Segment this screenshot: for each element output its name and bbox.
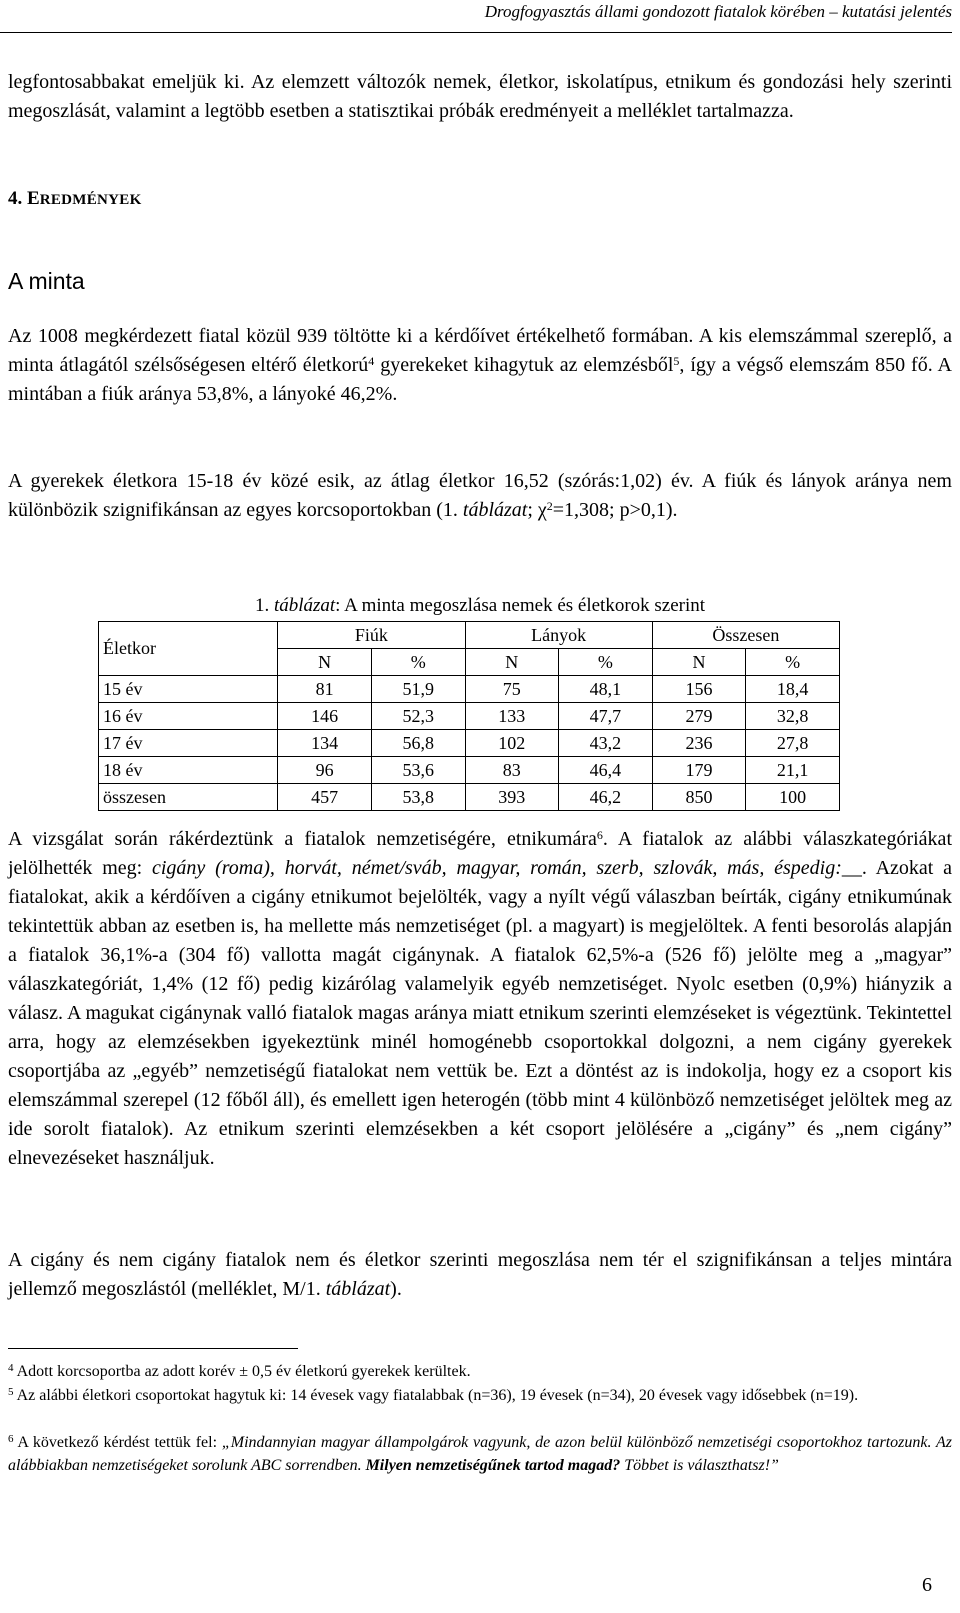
table-caption: 1. táblázat: A minta megoszlása nemek és életkorok szerint — [254, 595, 706, 616]
section-heading: 4. EREDMÉNYEK — [8, 188, 142, 209]
footnote-ref-6[interactable]: 6 — [596, 828, 603, 842]
page-number: 6 — [922, 1574, 932, 1596]
table-row: 15 év 81 51,9 75 48,1 156 18,4 — [99, 676, 840, 703]
footnote-ref-5[interactable]: 5 — [673, 354, 680, 368]
footnote-5: $^5$ Az alábbi életkori csoportokat hagytuk ki: 14 évesek vagy fiatalabbak (n=36), 19 évesek (n=34), 20 évesek vagy idősebbek (n=19). — [8, 1386, 859, 1404]
paragraph-distribution: A cigány és nem cigány fiatalok nem és életkor szerinti megoszlása nem tér el szignifikánsan a teljes mintára jellemző megoszlástól (melléklet, M/1. táblázat). — [8, 1249, 952, 1300]
table-row: 16 év 146 52,3 133 47,7 279 32,8 — [99, 703, 840, 730]
subheader-n: N — [465, 649, 559, 676]
group-header-total: Összesen — [652, 622, 839, 649]
group-header-girls: Lányok — [465, 622, 652, 649]
table-row: 18 év 96 53,6 83 46,4 179 21,1 — [99, 757, 840, 784]
subheader-percent: % — [746, 649, 840, 676]
paragraph-sample-size: Az 1008 megkérdezett fiatal közül 939 töltötte ki a kérdőívet értékelhető formában. A kis elemszámmal szereplő, a minta átlagától szélsőségesen eltérő életkorú$^4$ gyerekeket kihagytuk az elemzésből$^5$, így a végső elemszám 850 fő. A mintában a fiúk aránya 53,8%, a lányoké 46,2%. — [8, 325, 952, 405]
intro-paragraph: legfontosabbakat emeljük ki. Az elemzett változók nemek, életkor, iskolatípus, etnikum és gondozási hely szerinti megoszlását, valamint a legtöbb esetben a statisztikai próbák eredményeit a melléklet tartalmazza. — [8, 71, 952, 122]
table-row-total: összesen 457 53,8 393 46,2 850 100 — [99, 784, 840, 811]
footnote-6: $^6$ A következő kérdést tettük fel: „Mindannyian magyar állampolgárok vagyunk, de azon belül különböző nemzetiségi csoportokhoz tartozunk. Az alábbiakban nemzetiségeket sorolunk ABC sorrendben. Milyen nemzetiségűnek tartod magad? Többet is választhatsz!” — [8, 1433, 953, 1474]
subsection-heading: A minta — [8, 268, 85, 294]
paragraph-age: A gyerekek életkora 15-18 év közé esik, az átlag életkor 16,52 (szórás:1,02) év. A fiúk és lányok aránya nem különbözik szignifikánsan az egyes korcsoportokban (1. táblázat; $\chi^2=1,308$; p>0,1). — [8, 470, 952, 521]
subheader-n: N — [652, 649, 746, 676]
running-header — [0, 0, 952, 33]
subheader-n: N — [278, 649, 372, 676]
footnote-separator — [8, 1348, 298, 1349]
subheader-percent: % — [559, 649, 653, 676]
table-corner-header: Életkor — [99, 622, 278, 676]
group-header-boys: Fiúk — [278, 622, 465, 649]
paragraph-ethnicity: A vizsgálat során rákérdeztünk a fiatalok nemzetiségére, etnikumára$^6$. A fiatalok az alábbi válaszkategóriákat jelölhették meg: cigány (roma), horvát, német/sváb, magyar, román, szerb, szlovák, más, éspedig:__. Azokat a fiatalokat, akik a kérdőíven a cigány etnikumot bejelölték, vagy a nyílt végű válaszban beírták, cigány etnikumúnak tekintettük abban az esetben is, ha mellette más nemzetiséget (pl. a magyart) is megjelöltek. A fenti besorolás alapján a fiatalok 36,1%-a (304 fő) vallotta magát cigánynak. A fiatalok 62,5%-a (526 fő) jelölte meg a „magyar” válaszkategóriát, 1,4% (12 fő) pedig kizárólag valamelyik egyéb nemzetiséget. Nyolc esetben (0,9%) hiányzik a válasz. A magukat cigánynak valló fiatalok magas aránya miatt etnikum szerinti elemzéseket is végeztünk. Tekintettel arra, hogy az elemzésekben igyekeztünk minél homogénebb csoportokkal dolgozni, a nem cigány gyerekek csoportjába az „egyéb” nemzetiségű fiatalokat nem vettük be. Ezt a döntést az is indokolja, hogy ez a csoport kis elemszámmal szerepel (12 főből áll), és emellett igen heterogén (több mint 4 különböző nemzetiséget jelöltek meg az ide sorolt fiatalok). Az etnikum szerinti elemzésekben a két csoport jelölésére a „cigány” és „nem cigány” elnevezéseket használjuk. — [8, 828, 953, 1169]
table-row: 17 év 134 56,8 102 43,2 236 27,8 — [99, 730, 840, 757]
footnote-4: $^4$ Adott korcsoportba az adott korév ± 0,5 év életkorú gyerekek kerültek. — [8, 1362, 471, 1380]
footnote-ref-4[interactable]: 4 — [368, 354, 375, 368]
subheader-percent: % — [371, 649, 465, 676]
running-header-title: Drogfogyasztás állami gondozott fiatalok körében – kutatási jelentés — [484, 2, 952, 21]
sample-distribution-table — [98, 621, 840, 811]
